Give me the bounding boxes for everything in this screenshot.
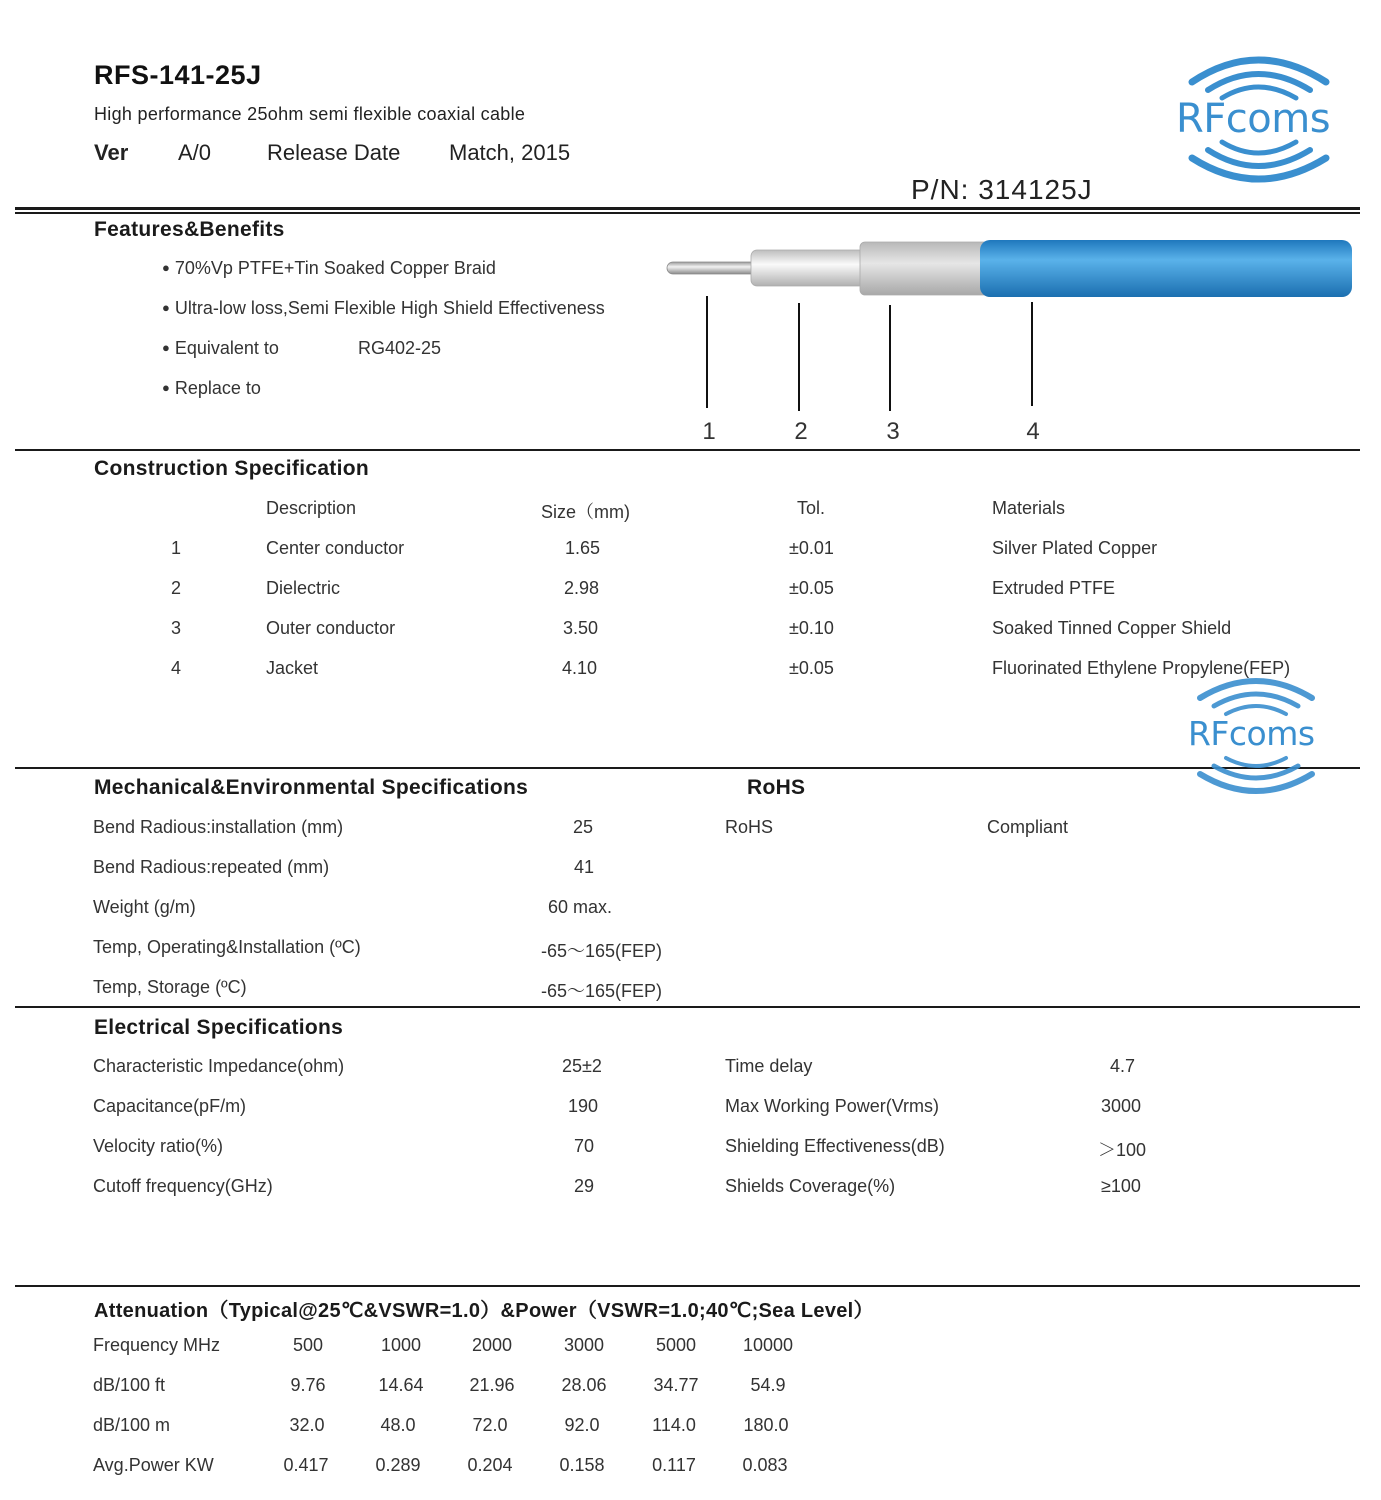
bullet-icon: ● [162,300,170,315]
attenuation-cell: 5000 [655,1335,697,1355]
coax-cable-icon [664,236,1354,302]
col-header-description: Description [266,498,357,518]
attenuation-cell: 14.64 [378,1375,424,1395]
mechanical-value: -65～165(FEP) [541,981,663,1001]
construction-row-size: 2.98 [564,578,600,598]
electrical-title: Electrical Specifications [94,1016,344,1039]
attenuation-cell: 0.289 [375,1455,421,1475]
attenuation-cell: 0.117 [652,1455,696,1475]
electrical-value: 29 [574,1176,595,1196]
attenuation-cell: 114.0 [652,1415,696,1435]
mechanical-value: 25 [573,817,594,837]
equivalent-value: RG402-25 [358,338,442,358]
electrical-label: Shields Coverage(%) [725,1176,896,1196]
attenuation-cell: 2000 [471,1335,513,1355]
attenuation-cell: 3000 [563,1335,605,1355]
callout-leader-3 [889,305,891,411]
construction-row-description: Jacket [266,658,319,678]
mechanical-label: Bend Radious:repeated (mm) [93,857,330,877]
attenuation-cell: 0.204 [467,1455,513,1475]
mechanical-title: Mechanical&Environmental Specifications [94,776,529,799]
construction-row-description: Outer conductor [266,618,396,638]
mechanical-label: Temp, Operating&Installation (ºC) [93,937,361,957]
attenuation-cell: 48.0 [380,1415,416,1435]
construction-row-size: 4.10 [562,658,598,678]
rohs-value: Compliant [987,817,1069,837]
col-header-materials: Materials [992,498,1066,518]
feature-item: ● Replace to [162,378,261,398]
product-subtitle: High performance 25ohm semi flexible coaxial cable [94,104,526,124]
rohs-label: RoHS [725,817,774,837]
release-date-label: Release Date [267,140,401,165]
attenuation-cell: 0.417 [283,1455,329,1475]
mechanical-label: Weight (g/m) [93,897,196,917]
attenuation-cell: 0.083 [742,1455,788,1475]
attenuation-cell: 92.0 [564,1415,600,1435]
attenuation-row-label: dB/100 m [93,1415,171,1435]
callout-label-1: 1 [702,418,716,445]
logo-wordmark: RFcoms [1176,96,1331,142]
divider-header [15,207,1360,214]
divider-construction [15,767,1360,769]
attenuation-row-label: dB/100 ft [93,1375,166,1395]
attenuation-cell: 10000 [742,1335,794,1355]
mechanical-value: -65～165(FEP) [541,941,663,961]
attenuation-cell: 32.0 [289,1415,325,1435]
mechanical-label: Bend Radious:installation (mm) [93,817,344,837]
construction-row-no: 4 [171,658,182,678]
version-value: A/0 [178,140,212,165]
attenuation-cell: 1000 [380,1335,422,1355]
callout-leader-2 [798,303,800,411]
callout-leader-4 [1031,302,1033,406]
logo-wordmark: RFcoms [1188,714,1315,753]
features-title: Features&Benefits [94,218,285,241]
callout-label-3: 3 [886,418,900,445]
divider-mechanical [15,1006,1360,1008]
divider-features [15,449,1360,451]
col-header-size: Size（mm) [541,502,630,522]
construction-row-description: Center conductor [266,538,405,558]
attenuation-cell: 180.0 [743,1415,789,1435]
version-label: Ver [94,140,129,165]
bullet-icon: ● [162,260,170,275]
construction-row-description: Dielectric [266,578,341,598]
rfcoms-logo [1170,44,1350,194]
electrical-label: Characteristic Impedance(ohm) [93,1056,345,1076]
attenuation-cell: 500 [292,1335,324,1355]
callout-leader-1 [706,296,708,408]
construction-row-no: 3 [171,618,182,638]
electrical-value: 190 [568,1096,599,1116]
col-header-tol: Tol. [797,498,826,518]
electrical-value: ＞100 [1098,1140,1147,1160]
attenuation-cell: 28.06 [561,1375,607,1395]
electrical-value: 25±2 [562,1056,602,1076]
rohs-title: RoHS [747,776,806,799]
rfcoms-watermark-logo [1186,668,1326,798]
electrical-label: Cutoff frequency(GHz) [93,1176,273,1196]
mechanical-value: 60 max. [548,897,613,917]
mechanical-value: 41 [574,857,595,877]
attenuation-cell: 34.77 [653,1375,699,1395]
product-title: RFS-141-25J [94,60,262,90]
feature-item: ● Equivalent to [162,338,279,358]
feature-item: ● Ultra-low loss,Semi Flexible High Shield Effectiveness [162,298,605,318]
release-date-value: Match, 2015 [449,140,571,165]
electrical-label: Shielding Effectiveness(dB) [725,1136,945,1156]
coax-cable-diagram [664,236,1354,302]
construction-row-tol: ±0.05 [789,658,834,678]
construction-row-material: Soaked Tinned Copper Shield [992,618,1232,638]
callout-label-4: 4 [1026,418,1040,445]
electrical-value: 4.7 [1110,1056,1136,1076]
electrical-value: 3000 [1101,1096,1142,1116]
electrical-label: Time delay [725,1056,813,1076]
attenuation-title: Attenuation（Typical@25℃&VSWR=1.0）&Power（VSWR=1.0;40℃;Sea Level） [94,1300,874,1322]
construction-row-size: 1.65 [565,538,601,558]
electrical-label: Max Working Power(Vrms) [725,1096,940,1116]
construction-row-no: 1 [171,538,182,558]
attenuation-cell: 0.158 [559,1455,605,1475]
attenuation-row-label: Frequency MHz [93,1335,221,1355]
electrical-label: Capacitance(pF/m) [93,1096,247,1116]
construction-row-tol: ±0.05 [789,578,834,598]
feature-item: ● 70%Vp PTFE+Tin Soaked Copper Braid [162,258,496,278]
mechanical-label: Temp, Storage (ºC) [93,977,247,997]
construction-row-material: Extruded PTFE [992,578,1116,598]
construction-row-size: 3.50 [563,618,599,638]
construction-row-tol: ±0.10 [789,618,834,638]
divider-electrical [15,1285,1360,1287]
attenuation-row-label: Avg.Power KW [93,1455,214,1475]
construction-title: Construction Specification [94,457,369,480]
bullet-icon: ● [162,340,170,355]
electrical-value: 70 [574,1136,595,1156]
attenuation-cell: 72.0 [472,1415,508,1435]
electrical-value: ≥100 [1101,1176,1141,1196]
construction-row-material: Fluorinated Ethylene Propylene(FEP) [992,658,1291,678]
electrical-label: Velocity ratio(%) [93,1136,224,1156]
construction-row-material: Silver Plated Copper [992,538,1158,558]
bullet-icon: ● [162,380,170,395]
attenuation-cell: 54.9 [750,1375,786,1395]
construction-row-tol: ±0.01 [789,538,834,558]
construction-row-no: 2 [171,578,182,598]
callout-label-2: 2 [794,418,808,445]
attenuation-cell: 9.76 [290,1375,326,1395]
part-number: P/N: 314125J [911,174,1093,205]
attenuation-cell: 21.96 [469,1375,515,1395]
